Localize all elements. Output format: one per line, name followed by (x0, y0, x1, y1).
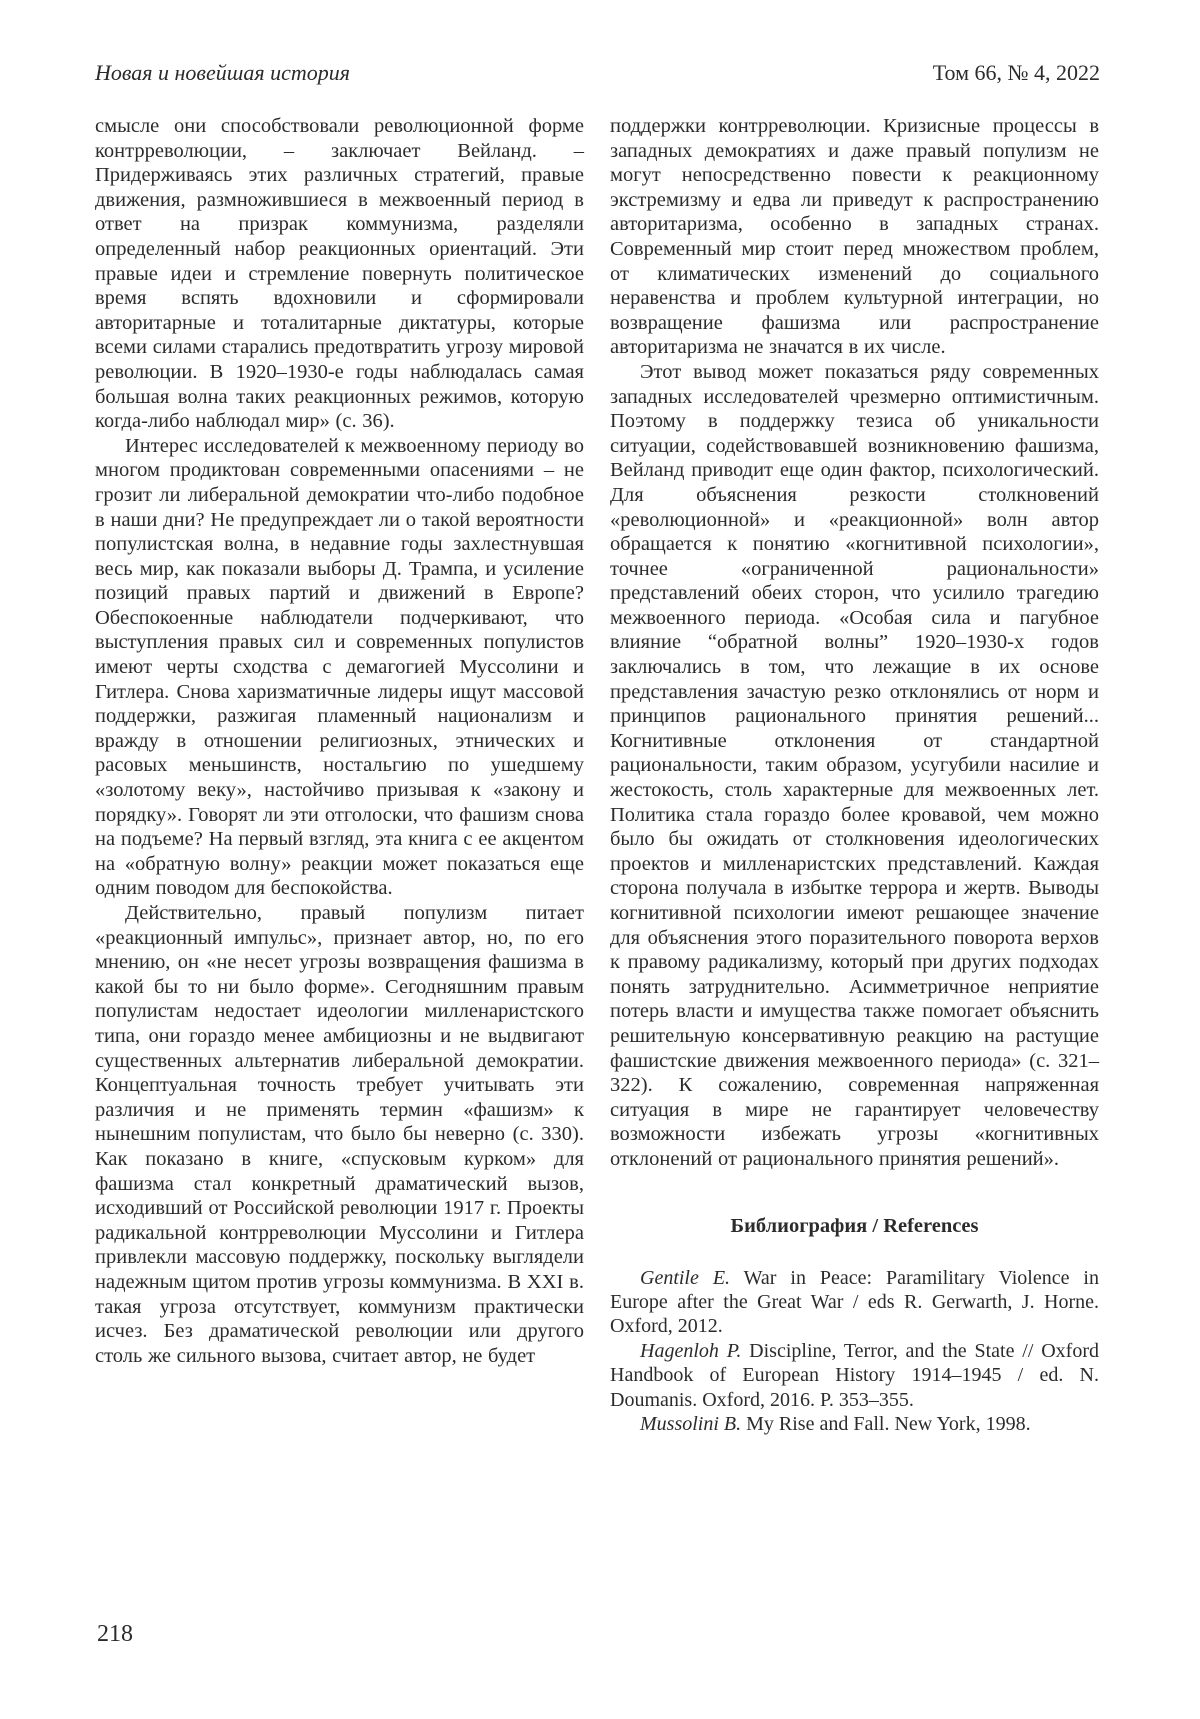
running-head (0, 0, 1200, 86)
bibliography-entry (610, 1412, 1099, 1436)
paragraph: Интерес исследователей к межвоенному периоду во многом продиктован современными опасениями – не грозит ли либеральной демократии что-либо подобное в наши дни? Не предупреждает ли о такой вероятности популистская волна, в недавние годы захлестнувшая весь мир, как показали выборы Д. Трампа, и усиление позиций правых партий и движений в Европе? Обеспокоенные наблюдатели подчеркивают, что выступления правых сил и современных популистов имеют черты сходства с демагогией Муссолини и Гитлера. Снова харизматичные лидеры ищут массовой поддержки, разжигая пламенный национализм и вражду в отношении религиозных, этнических и расовых меньшинств, ностальгию по ушедшему «золотому веку», настойчиво призывая к «закону и порядку». Говорят ли эти отголоски, что фашизм снова на подъеме? На первый взгляд, эта книга с ее акцентом на «обратную волну» реакции может показаться еще одним поводом для беспокойства. (95, 434, 584, 900)
paragraph: поддержки контрреволюции. Кризисные процессы в западных демократиях и даже правый популизм не могут непосредственно повести к реакционному экстремизму и едва ли приведут к распространению авторитаризма, особенно в западных странах. Современный мир стоит перед множеством проблем, от климатических изменений до социального неравенства и проблем культурной интеграции, но возвращение фашизма или распространение авторитаризма не значатся в их числе. (610, 115, 1099, 359)
page-number: 218 (97, 1621, 133, 1647)
issue-info: Том 66, № 4, 2022 (932, 60, 1100, 85)
bibliography-entry (610, 1339, 1099, 1412)
bibliography-entry-text: War in Peace: Paramilitary Violence in Europe after the Great War / eds R. Gerwarth, J. Horne. Oxford, 2012. (610, 1266, 1099, 1338)
paragraph: смысле они способствовали революционной форме контрреволюции, – заключает Вейланд. – Придерживаясь этих различных стратегий, правые движения, размножившиеся в межвоенный период в ответ на призрак коммунизма, разделяли определенный набор реакционных ориентаций. Эти правые идеи и стремление повернуть политическое время вспять вдохновили и сформировали авторитарные и тоталитарные диктатуры, которые всеми силами старались предотвратить угрозу мировой революции. В 1920–1930-е годы наблюдалась самая большая волна таких реакционных режимов, которую когда-либо наблюдал мир» (с. 36). (95, 115, 584, 433)
bibliography-entry (610, 1266, 1099, 1339)
bibliography-entry-text: Discipline, Terror, and the State // Oxford Handbook of European History 1914–1945 / ed. N. Doumanis. Oxford, 2016. P. 353–355. (610, 1339, 1100, 1411)
paragraph: Этот вывод может показаться ряду современных западных исследователей чрезмерно оптимистичным. Поэтому в поддержку тезиса об уникальности ситуации, содействовавшей возникновению фашизма, Вейланд приводит еще один фактор, психологический. Для объяснения резкости столкновений «революционной» и «реакционной» волн автор обращается к понятию «когнитивной психологии», точнее «ограниченной рациональности» представлений обеих сторон, что усилило трагедию межвоенного периода. «Особая сила и пагубное влияние “обратной волны” 1920–1930-х годов заключались в том, что лежащие в их основе представления зачастую резко отклонялись от норм и принципов рационального принятия решений... Когнитивные отклонения от стандартной рациональности, таким образом, усугубили насилие и жестокость, столь характерные для межвоенных лет. Политика стала гораздо более кровавой, чем можно было бы ожидать от столкновения идеологических проектов и милленаристских представлений. Каждая сторона получала в избытке террора и жертв. Выводы когнитивной психологии имеют решающее значение для объяснения этого поразительного поворота верхов к правому радикализму, который при других подходах понять затруднительно. Асимметричное неприятие потерь власти и имущества также помогает объяснить решительную консервативную реакцию на растущие фашистские движения межвоенного периода» (с. 321–322). К сожалению, современная напряженная ситуация в мире не гарантирует человечеству возможности избежать угрозы «когнитивных отклонений от рационального принятия решений». (610, 360, 1099, 1170)
bibliography-author: Gentile E. (640, 1266, 731, 1289)
bibliography-author: Hagenloh P. (640, 1339, 742, 1362)
right-column (610, 114, 1099, 1436)
bibliography-author: Mussolini B. (640, 1412, 742, 1435)
article-body (0, 86, 1200, 1436)
bibliography-entry-text: My Rise and Fall. New York, 1998. (746, 1412, 1031, 1435)
bibliography-heading: Библиография / References (730, 1214, 979, 1237)
paragraph: Действительно, правый популизм питает «реакционный импульс», признает автор, но, по его мнению, он «не несет угрозы возвращения фашизма в какой бы то ни было форме». Сегодняшним правым популистам недостает идеологии милленаристского типа, они гораздо менее амбициозны и не выдвигают существенных альтернатив либеральной демократии. Концептуальная точность требует учитывать эти различия и не применять термин «фашизм» к нынешним популистам, что было бы неверно (с. 330). Как показано в книге, «спусковым курком» для фашизма стал конкретный драматический вызов, исходивший от Российской революции 1917 г. Проекты радикальной контрреволюции Муссолини и Гитлера привлекли массовую поддержку, поскольку выглядели надежным щитом против угрозы коммунизма. В XXI в. такая угроза отсутствует, коммунизм практически исчез. Без драматической революции или другого столь же сильного вызова, считает автор, не будет (95, 902, 584, 1367)
left-column (95, 114, 584, 1436)
journal-title: Новая и новейшая история (95, 60, 350, 85)
